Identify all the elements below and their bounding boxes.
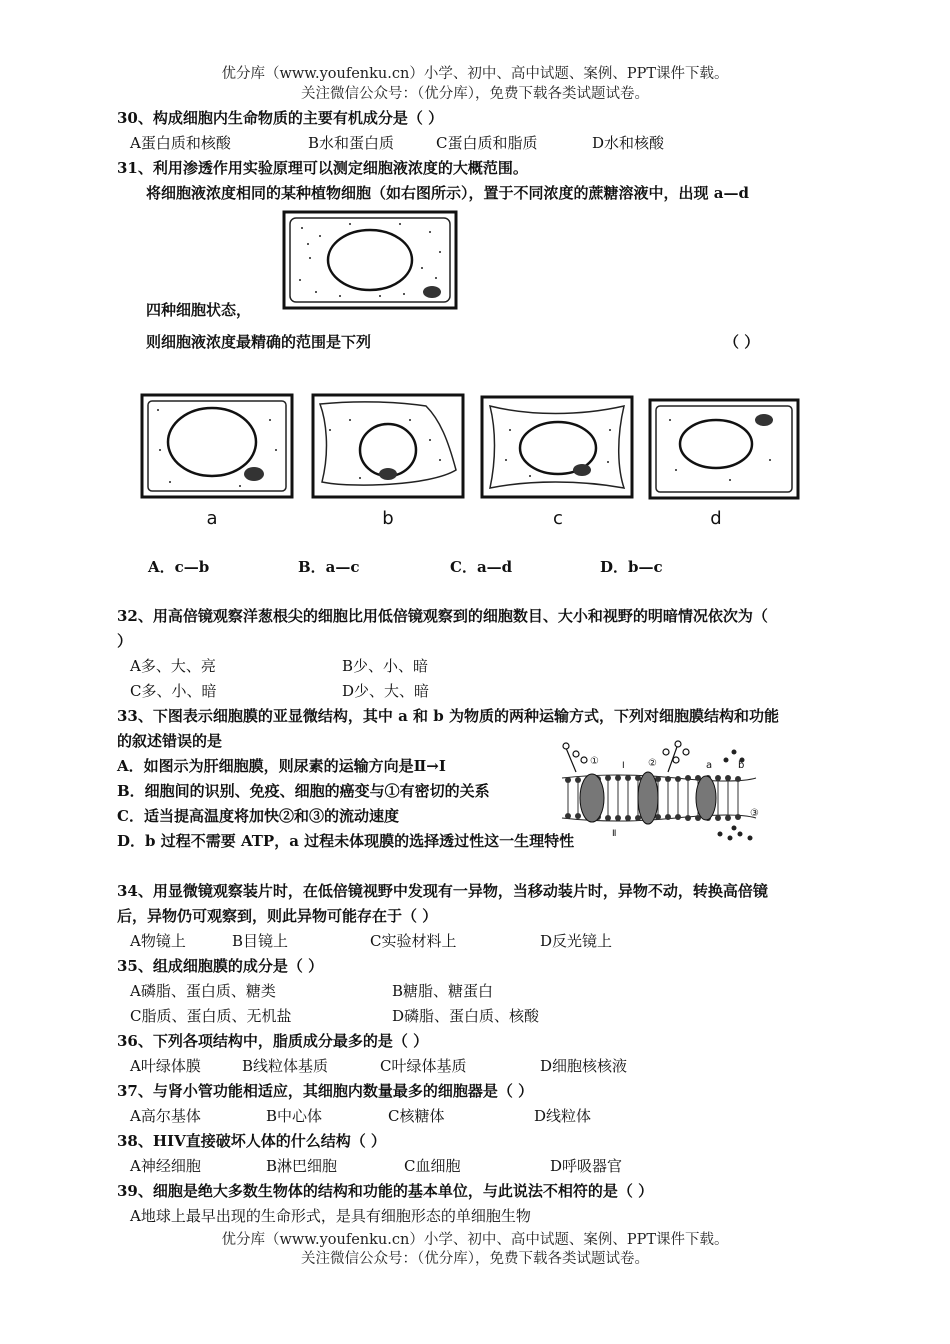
- q31-line2: 将细胞液浓度相同的某种植物细胞（如右图所示），置于不同浓度的蔗糖溶液中，出现 a—d: [146, 184, 749, 202]
- q35-stem: 35、组成细胞膜的成分是（ ）: [117, 957, 324, 975]
- fig-label-side-1: Ⅰ: [622, 761, 625, 771]
- cell-b: [313, 395, 463, 497]
- header-line-1: 优分库（www.youfenku.cn）小学、初中、高中试题、案例、PPT课件下载。: [221, 66, 729, 82]
- footer-line-1: 优分库（www.youfenku.cn）小学、初中、高中试题、案例、PPT课件下载。: [221, 1232, 729, 1248]
- q32-option-d: D少、大、暗: [342, 682, 430, 700]
- q30-option-c: C蛋白质和脂质: [436, 134, 538, 152]
- q31-option-d: D．b—c: [600, 558, 663, 576]
- q32-option-a: A多、大、亮: [130, 657, 216, 675]
- q33-option-a: A．如图示为肝细胞膜，则尿素的运输方向是Ⅱ→Ⅰ: [117, 757, 446, 775]
- q38-stem: 38、HIV直接破坏人体的什么结构（ ）: [117, 1132, 386, 1150]
- q32-option-b: B少、小、暗: [342, 657, 429, 675]
- q34-option-a: A物镜上: [130, 932, 186, 950]
- q34-option-d: D反光镜上: [540, 932, 613, 950]
- q37-stem: 37、与肾小管功能相适应，其细胞内数量最多的细胞器是（ ）: [117, 1082, 534, 1100]
- q36-option-c: C叶绿体基质: [380, 1057, 467, 1075]
- q35-option-d: D磷脂、蛋白质、核酸: [392, 1007, 540, 1025]
- fig-label-3: ③: [750, 808, 759, 819]
- q33-stem-cont: 的叙述错误的是: [117, 732, 223, 750]
- q33-option-c: C．适当提高温度将加快②和③的流动速度: [117, 807, 399, 825]
- q39-stem: 39、细胞是绝大多数生物体的结构和功能的基本单位，与此说法不相符的是（ ）: [117, 1182, 654, 1200]
- q38-option-d: D呼吸器官: [550, 1157, 623, 1175]
- fig-label-b: b: [738, 760, 745, 771]
- q36-option-d: D细胞核核液: [540, 1057, 628, 1075]
- q34-option-b: B目镜上: [232, 932, 289, 950]
- cell-c: [482, 397, 632, 497]
- cell-label-b: b: [382, 508, 394, 529]
- q31-stem: 31、利用渗透作用实验原理可以测定细胞液浓度的大概范围。: [117, 159, 528, 177]
- q37-option-d: D线粒体: [534, 1107, 592, 1125]
- plant-cell-figure: [280, 208, 462, 314]
- cell-a: [142, 395, 292, 497]
- q32-stem: 32、用高倍镜观察洋葱根尖的细胞比用低倍镜观察到的细胞数目、大小和视野的明暗情况依次为（: [117, 607, 768, 625]
- q39-option-a: A地球上最早出现的生命形式，是具有细胞形态的单细胞生物: [130, 1207, 531, 1225]
- q37-option-b: B中心体: [266, 1107, 323, 1125]
- q31-option-c: C．a—d: [450, 558, 513, 576]
- q31-line4: 则细胞液浓度最精确的范围是下列: [146, 333, 372, 351]
- q35-option-b: B糖脂、糖蛋白: [392, 982, 494, 1000]
- q37-option-a: A高尔基体: [130, 1107, 201, 1125]
- q36-stem: 36、下列各项结构中，脂质成分最多的是（ ）: [117, 1032, 429, 1050]
- q35-option-a: A磷脂、蛋白质、糖类: [130, 982, 276, 1000]
- cell-label-d: d: [710, 508, 722, 529]
- cell-d: [650, 400, 798, 498]
- q35-option-c: C脂质、蛋白质、无机盐: [130, 1007, 292, 1025]
- q33-option-b: B．细胞间的识别、免疫、细胞的癌变与①有密切的关系: [117, 782, 490, 800]
- q38-option-a: A神经细胞: [130, 1157, 201, 1175]
- q36-option-a: A叶绿体膜: [130, 1057, 201, 1075]
- q34-option-c: C实验材料上: [370, 932, 457, 950]
- q38-option-c: C血细胞: [404, 1157, 461, 1175]
- q33-stem: 33、下图表示细胞膜的亚显微结构，其中 a 和 b 为物质的两种运输方式，下列对细胞膜结构和功能: [117, 707, 779, 725]
- q30-option-d: D水和核酸: [592, 134, 665, 152]
- fig-label-1: ①: [590, 756, 599, 767]
- q37-option-c: C核糖体: [388, 1107, 445, 1125]
- q31-line3: 四种细胞状态，: [146, 301, 252, 319]
- q34-stem: 34、用显微镜观察装片时，在低倍镜视野中发现有一异物，当移动装片时，异物不动，转换高倍镜: [117, 882, 768, 900]
- q30-option-b: B水和蛋白质: [308, 134, 395, 152]
- q31-option-a: A．c—b: [148, 558, 210, 576]
- fig-label-2: ②: [648, 758, 657, 769]
- footer-line-2: 关注微信公众号：（优分库），免费下载各类试题试卷。: [301, 1251, 649, 1267]
- fig-label-side-2: Ⅱ: [612, 829, 617, 839]
- cell-label-a: a: [206, 508, 218, 529]
- q34-stem-cont: 后，异物仍可观察到，则此异物可能存在于（ ）: [117, 907, 438, 925]
- q31-answer-paren: （ ）: [724, 333, 760, 351]
- q30-stem: 30、构成细胞内生命物质的主要有机成分是（ ）: [117, 109, 444, 127]
- cell-states-figure: [130, 390, 810, 540]
- q30-option-a: A蛋白质和核酸: [130, 134, 231, 152]
- q38-option-b: B淋巴细胞: [266, 1157, 338, 1175]
- fig-label-a: a: [706, 760, 713, 771]
- q36-option-b: B线粒体基质: [242, 1057, 329, 1075]
- q33-option-d: D．b 过程不需要 ATP，a 过程未体现膜的选择透过性这一生理特性: [117, 832, 575, 850]
- q32-stem-cont: ）: [117, 632, 133, 650]
- membrane-figure: [556, 738, 766, 848]
- q32-option-c: C多、小、暗: [130, 682, 217, 700]
- q31-option-b: B．a—c: [298, 558, 360, 576]
- cell-label-c: c: [553, 508, 563, 529]
- header-line-2: 关注微信公众号：（优分库），免费下载各类试题试卷。: [301, 86, 649, 102]
